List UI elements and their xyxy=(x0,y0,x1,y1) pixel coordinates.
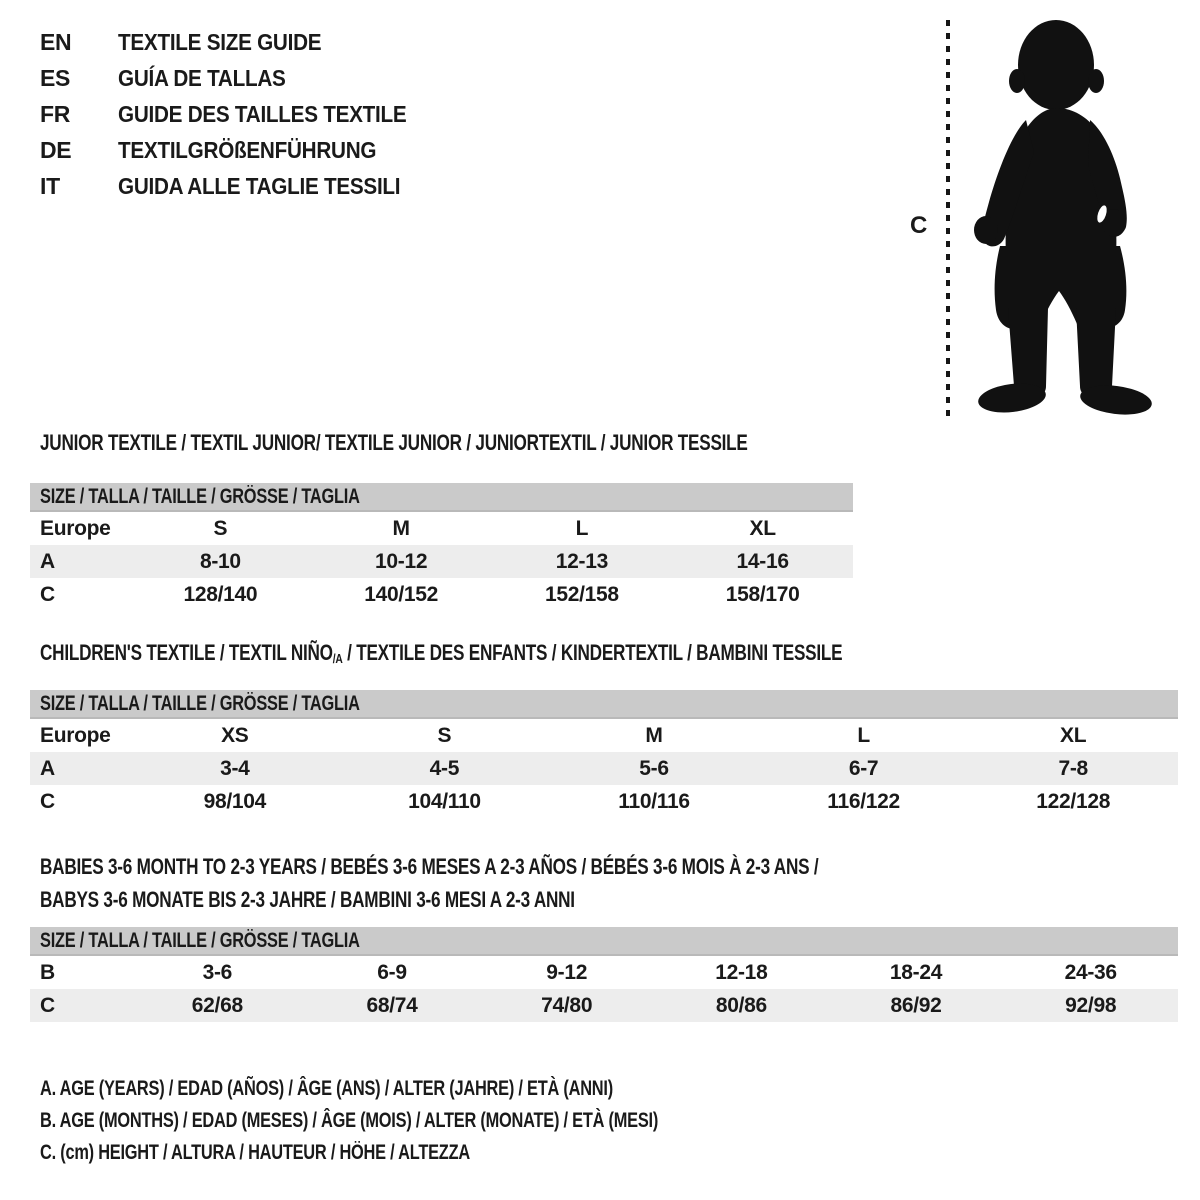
value-cell: 62/68 xyxy=(191,993,243,1017)
size-cell: L xyxy=(857,723,870,747)
junior-section-heading xyxy=(40,431,947,455)
heading-pre: CHILDREN'S TEXTILE / TEXTIL NIÑO xyxy=(40,640,333,665)
row-label: Europe xyxy=(40,516,111,540)
size-cell: S xyxy=(213,516,228,540)
table-row-age-years xyxy=(30,752,1178,785)
value-cell: 4-5 xyxy=(429,756,460,780)
legend-line-a-text: A. AGE (YEARS) / EDAD (AÑOS) / ÂGE (ANS) / ALTER (JAHRE) / ETÀ (ANNI) xyxy=(40,1077,613,1100)
lang-title: GUIDE DES TAILLES TEXTILE xyxy=(118,100,407,127)
size-table-header-text: SIZE / TALLA / TAILLE / GRÖSSE / TAGLIA xyxy=(40,484,360,508)
babies-heading-line2 xyxy=(40,883,1038,916)
table-row-height-cm xyxy=(30,989,1178,1022)
lang-title: TEXTILE SIZE GUIDE xyxy=(118,28,322,55)
lang-row-it xyxy=(40,168,439,204)
size-cell: M xyxy=(645,723,663,747)
babies-section-heading xyxy=(40,850,1038,916)
toddler-silhouette-icon xyxy=(960,18,1160,418)
lang-title: GUÍA DE TALLAS xyxy=(118,64,286,91)
value-cell: 24-36 xyxy=(1064,960,1117,984)
value-cell: 140/152 xyxy=(364,582,439,606)
value-cell: 104/110 xyxy=(408,789,481,813)
value-cell: 5-6 xyxy=(639,756,669,780)
value-cell: 3-4 xyxy=(220,756,250,780)
lang-code: IT xyxy=(40,172,60,199)
lang-code: FR xyxy=(40,100,71,127)
junior-section-heading-text: JUNIOR TEXTILE / TEXTIL JUNIOR/ TEXTILE JUNIOR / JUNIORTEXTIL / JUNIOR TESSILE xyxy=(40,430,748,455)
value-cell: 86/92 xyxy=(890,993,942,1017)
value-cell: 6-7 xyxy=(848,756,879,780)
value-cell: 158/170 xyxy=(725,582,800,606)
babies-heading-line2-text: BABYS 3-6 MONATE BIS 2-3 JAHRE / BAMBINI 3-6 MESI A 2-3 ANNI xyxy=(40,887,575,912)
value-cell: 74/80 xyxy=(541,993,593,1017)
legend-line-a xyxy=(40,1073,832,1105)
size-table-header-text: SIZE / TALLA / TAILLE / GRÖSSE / TAGLIA xyxy=(40,928,360,952)
value-cell: 18-24 xyxy=(889,960,943,984)
heading-sub: /A xyxy=(332,650,343,666)
lang-code: DE xyxy=(40,136,72,163)
size-table-header xyxy=(30,690,1178,719)
legend-line-c xyxy=(40,1137,832,1169)
table-row-height-cm xyxy=(30,578,853,611)
size-cell: S xyxy=(437,723,452,747)
value-cell: 152/158 xyxy=(544,582,619,606)
size-table-header xyxy=(30,483,853,512)
row-label: A xyxy=(40,549,55,573)
height-measure-label: C xyxy=(910,212,928,239)
row-label: B xyxy=(40,960,55,984)
value-cell: 8-10 xyxy=(199,549,241,573)
lang-row-en xyxy=(40,24,439,60)
table-row-age-months xyxy=(30,956,1178,989)
junior-size-table xyxy=(30,483,853,611)
language-title-list xyxy=(40,24,439,204)
value-cell: 3-6 xyxy=(202,960,233,984)
value-cell: 12-18 xyxy=(715,960,768,984)
babies-heading-line1-text: BABIES 3-6 MONTH TO 2-3 YEARS / BEBÉS 3-6 MESES A 2-3 AÑOS / BÉBÉS 3-6 MOIS À 2-3 ANS / xyxy=(40,854,819,879)
size-table-header-text: SIZE / TALLA / TAILLE / GRÖSSE / TAGLIA xyxy=(40,691,360,715)
lang-code: ES xyxy=(40,64,71,91)
value-cell: 10-12 xyxy=(375,549,428,573)
measurement-legend xyxy=(40,1073,832,1169)
value-cell: 98/104 xyxy=(203,789,267,813)
heading-post: / TEXTILE DES ENFANTS / KINDERTEXTIL / BAMBINI TESSILE xyxy=(342,640,843,665)
size-cell: XL xyxy=(1060,723,1087,747)
value-cell: 80/86 xyxy=(715,993,767,1017)
size-cell: XS xyxy=(221,723,249,747)
table-row-europe xyxy=(30,512,853,545)
row-label: C xyxy=(40,582,55,606)
children-size-table xyxy=(30,690,1178,818)
row-label: A xyxy=(40,756,55,780)
value-cell: 116/122 xyxy=(827,789,900,813)
lang-row-de xyxy=(40,132,439,168)
value-cell: 9-12 xyxy=(546,960,588,984)
lang-title: TEXTILGRÖßENFÜHRUNG xyxy=(118,136,377,163)
lang-row-fr xyxy=(40,96,439,132)
table-row-europe xyxy=(30,719,1178,752)
legend-line-c-text: C. (cm) HEIGHT / ALTURA / HAUTEUR / HÖHE / ALTEZZA xyxy=(40,1141,470,1164)
row-label: Europe xyxy=(40,723,111,747)
lang-title: GUIDA ALLE TAGLIE TESSILI xyxy=(118,172,401,199)
table-row-age-years xyxy=(30,545,853,578)
lang-row-es xyxy=(40,60,439,96)
height-measure-dashed-line xyxy=(946,20,950,416)
value-cell: 110/116 xyxy=(618,789,690,813)
table-row-height-cm xyxy=(30,785,1178,818)
value-cell: 128/140 xyxy=(183,582,258,606)
value-cell: 122/128 xyxy=(1036,789,1111,813)
row-label: C xyxy=(40,993,55,1017)
babies-size-table xyxy=(30,927,1178,1022)
size-cell: L xyxy=(575,516,589,540)
legend-line-b-text: B. AGE (MONTHS) / EDAD (MESES) / ÂGE (MOIS) / ALTER (MONATE) / ETÀ (MESI) xyxy=(40,1109,659,1132)
value-cell: 14-16 xyxy=(736,549,789,573)
children-section-heading xyxy=(40,641,1069,668)
children-section-heading-text xyxy=(40,641,842,668)
lang-code: EN xyxy=(40,28,72,55)
value-cell: 12-13 xyxy=(555,549,608,573)
legend-line-b xyxy=(40,1105,832,1137)
babies-heading-line1 xyxy=(40,850,1038,883)
value-cell: 68/74 xyxy=(366,993,418,1017)
value-cell: 6-9 xyxy=(377,960,407,984)
size-cell: XL xyxy=(749,516,776,540)
size-table-header xyxy=(30,927,1178,956)
value-cell: 92/98 xyxy=(1065,993,1117,1017)
size-cell: M xyxy=(392,516,410,540)
value-cell: 7-8 xyxy=(1058,756,1088,780)
row-label: C xyxy=(40,789,55,813)
